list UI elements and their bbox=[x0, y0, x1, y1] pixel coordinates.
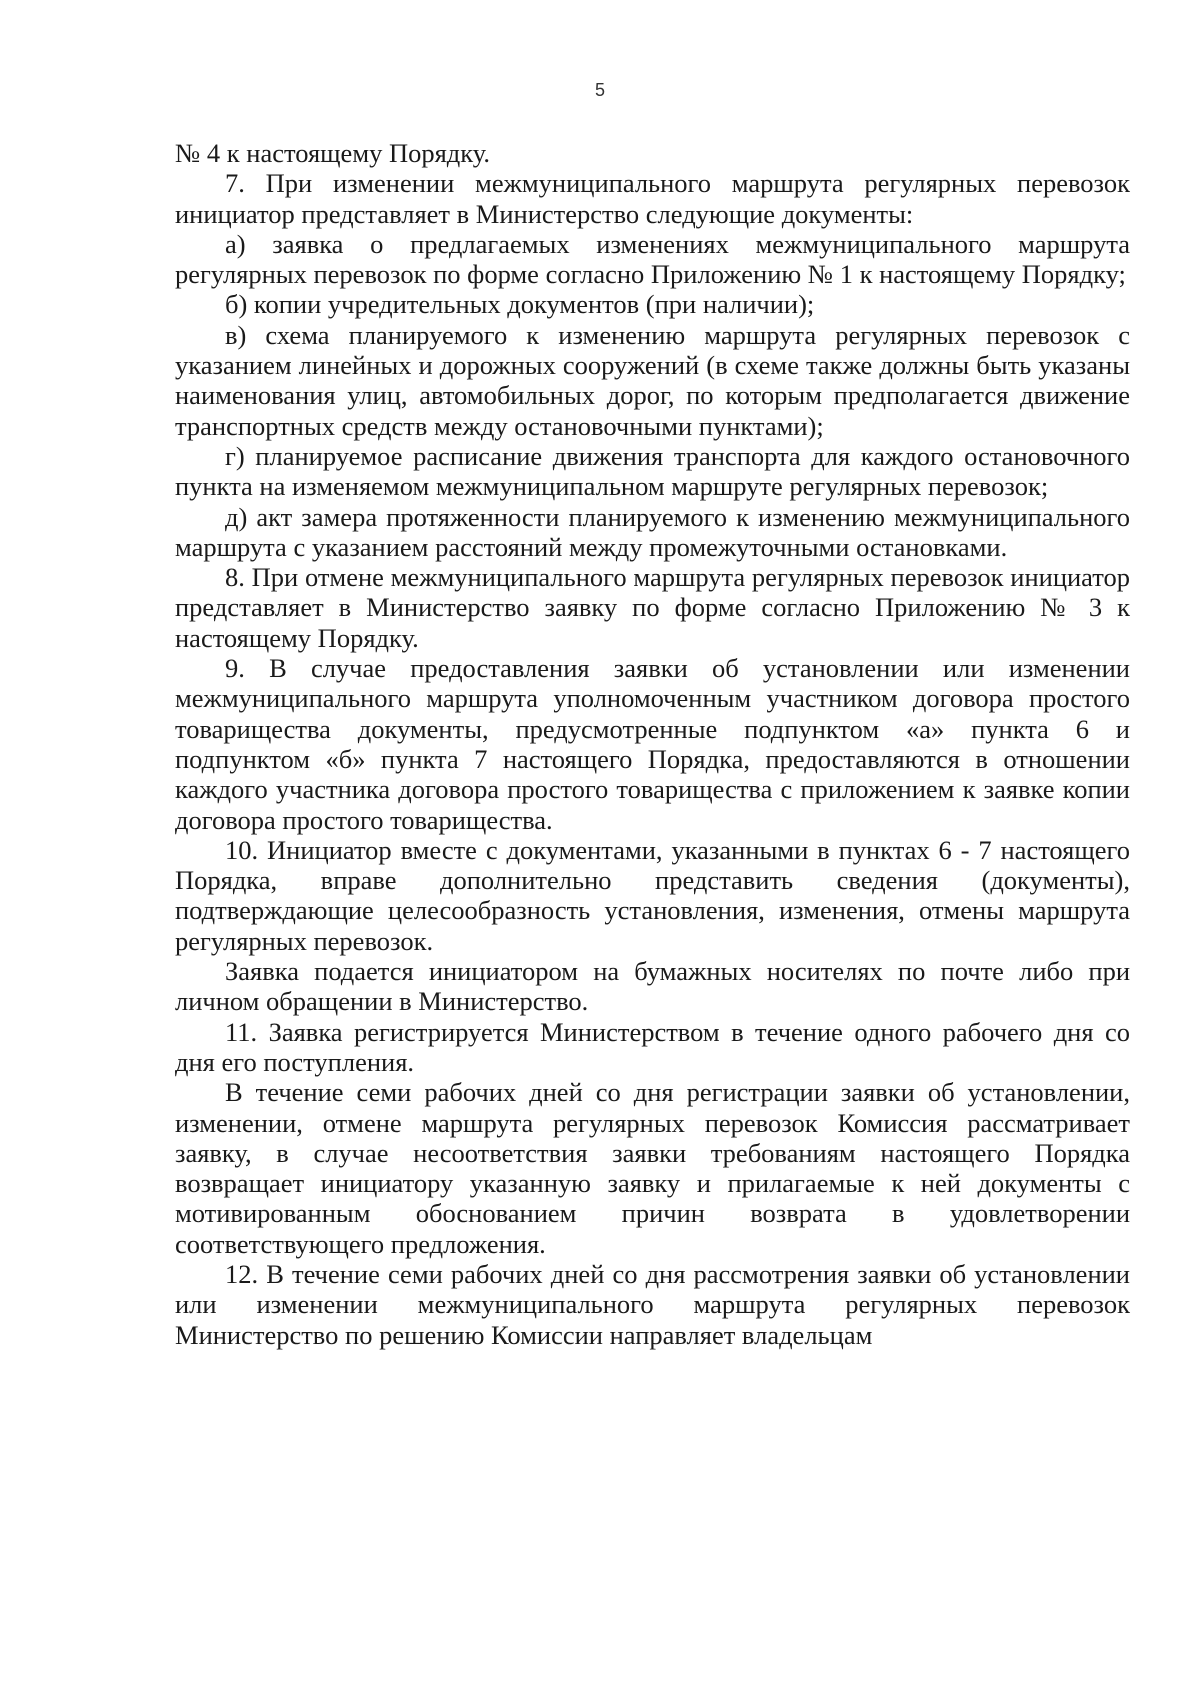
paragraph-item-9: 9. В случае предоставления заявки об установлении или изменении межмуниципального маршрута уполномоченным участником договора простого товарищества документы, предусмотренные подпунктом «а» пункта 6 и подпунктом «б» пункта 7 настоящего Порядка, предоставляются в отношении каждого участника договора простого товарищества с приложением к заявке копии договора простого товарищества. bbox=[175, 653, 1130, 835]
paragraph-submission-method: Заявка подается инициатором на бумажных носителях по почте либо при личном обращении в Министерство. bbox=[175, 956, 1130, 1017]
paragraph-subitem-a: а) заявка о предлагаемых изменениях межмуниципального маршрута регулярных перевозок по форме согласно Приложению № 1 к настоящему Порядку; bbox=[175, 228, 1130, 290]
paragraph-continuation: № 4 к настоящему Порядку. bbox=[175, 138, 490, 168]
paragraph-item-11: 11. Заявка регистрируется Министерством в течение одного рабочего дня со дня его поступления. bbox=[175, 1016, 1130, 1077]
page-number: 5 bbox=[594, 80, 605, 100]
paragraph-subitem-b: б) копии учредительных документов (при наличии); bbox=[225, 289, 815, 320]
paragraph-subitem-d: д) акт замера протяженности планируемого к изменению межмуниципального маршрута с указанием расстояний между промежуточными остановками. bbox=[175, 501, 1130, 562]
document-body bbox=[175, 138, 1130, 1350]
paragraph-subitem-g: г) планируемое расписание движения транспорта для каждого остановочного пункта на изменяемом межмуниципальном маршруте регулярных перевозок; bbox=[175, 440, 1130, 502]
paragraph-item-10: 10. Инициатор вместе с документами, указанными в пунктах 6 - 7 настоящего Порядка, вправе дополнительно представить сведения (документы), подтверждающие целесообразность установления, изменения, отмены маршрута регулярных перевозок. bbox=[175, 834, 1130, 956]
paragraph-review-period: В течение семи рабочих дней со дня регистрации заявки об установлении, изменении, отмене маршрута регулярных перевозок Комиссия рассматривает заявку, в случае несоответствия заявки требованиям настоящего Порядка возвращает инициатору указанную заявку и прилагаемые к ней документы с мотивированным обоснованием причин возврата в удовлетворении соответствующего предложения. bbox=[175, 1077, 1130, 1259]
paragraph-item-12: 12. В течение семи рабочих дней со дня рассмотрения заявки об установлении или изменении межмуниципального маршрута регулярных перевозок Министерство по решению Комиссии направляет владельцам bbox=[175, 1258, 1130, 1350]
paragraph-item-7: 7. При изменении межмуниципального маршрута регулярных перевозок инициатор представляет в Министерство следующие документы: bbox=[175, 168, 1130, 229]
paragraph-subitem-v: в) схема планируемого к изменению маршрута регулярных перевозок с указанием линейных и дорожных сооружений (в схеме также должны быть указаны наименования улиц, автомобильных дорог, по которым предполагается движение транспортных средств между остановочными пунктами); bbox=[175, 319, 1130, 441]
paragraph-item-8: 8. При отмене межмуниципального маршрута регулярных перевозок инициатор представляет в Министерство заявку по форме согласно Приложению № 3 к настоящему Порядку. bbox=[175, 562, 1130, 653]
